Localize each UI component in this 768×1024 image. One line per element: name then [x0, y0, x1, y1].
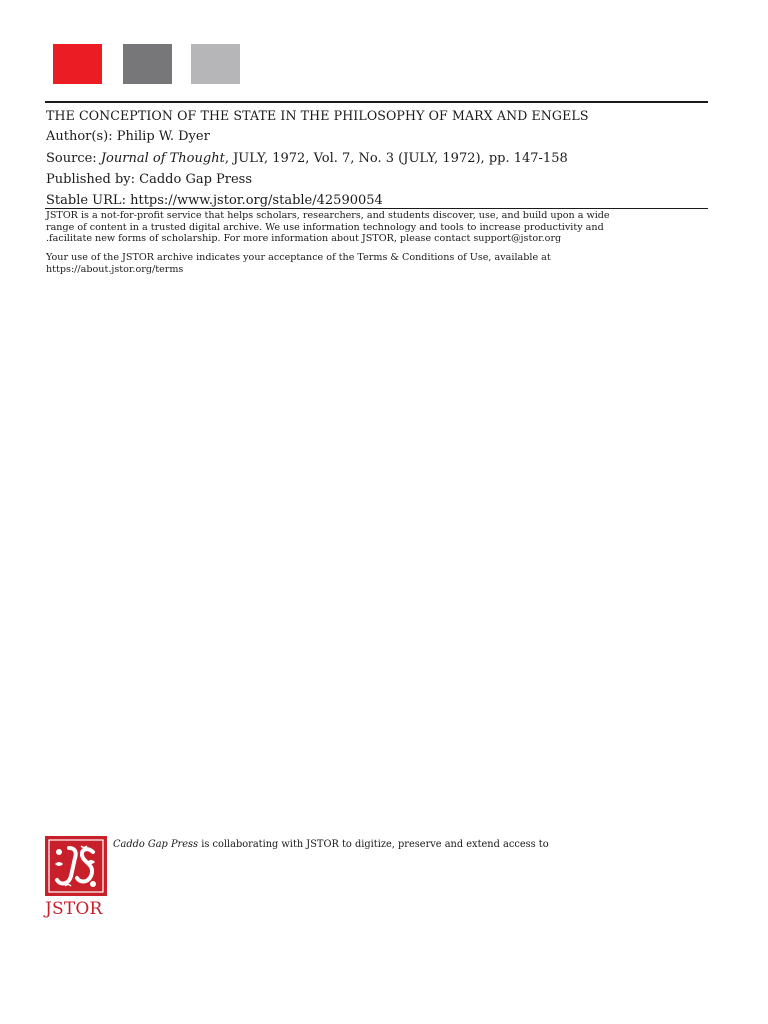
author-name: Philip W. Dyer [116, 129, 210, 144]
source-details: , JULY, 1972, Vol. 7, No. 3 (JULY, 1972), pp. 147-158 [224, 151, 568, 166]
jstor-about-notice: JSTOR is a not-for-profit service that helps scholars, researchers, and students discover, use, and build upon a wide range of content in a trusted digital archive. We use information technology and tools to increase productivity and .facilitate new forms of scholarship. For more information about JSTOR, please contact support@jstor.org [46, 210, 610, 244]
collab-text: is collaborating with JSTOR to digitize, preserve and extend access to [198, 839, 549, 850]
red-swatch [53, 44, 102, 84]
source-label: Source: [46, 151, 97, 166]
article-title-text: THE CONCEPTION OF THE STATE IN THE PHILOSOPHY OF MARX AND ENGELS [46, 108, 589, 123]
publisher-name: Caddo Gap Press [139, 172, 253, 187]
journal-name: Journal of Thought [100, 151, 225, 166]
jstor-wordmark: JSTOR [45, 899, 103, 919]
author-label: Author(s): [46, 129, 113, 144]
publisher-line [46, 172, 252, 188]
stable-url-label: Stable URL: [46, 193, 126, 208]
light-gray-swatch [191, 44, 240, 84]
terms-of-use-notice: Your use of the JSTOR archive indicates your acceptance of the Terms & Conditions of Use, available at https://about.jstor.org/terms [46, 252, 551, 275]
middle-divider [45, 208, 708, 209]
collaboration-statement [113, 838, 549, 851]
top-divider [45, 101, 708, 103]
publisher-label: Published by: [46, 172, 135, 187]
jstor-logo-icon [45, 836, 107, 896]
source-line [46, 151, 568, 167]
stable-url-link[interactable]: https://www.jstor.org/stable/42590054 [130, 193, 383, 208]
collab-publisher-name: Caddo Gap Press [113, 839, 199, 850]
dark-gray-swatch [123, 44, 172, 84]
author-line [46, 129, 210, 145]
stable-url-line [46, 193, 383, 209]
article-title [46, 108, 589, 124]
